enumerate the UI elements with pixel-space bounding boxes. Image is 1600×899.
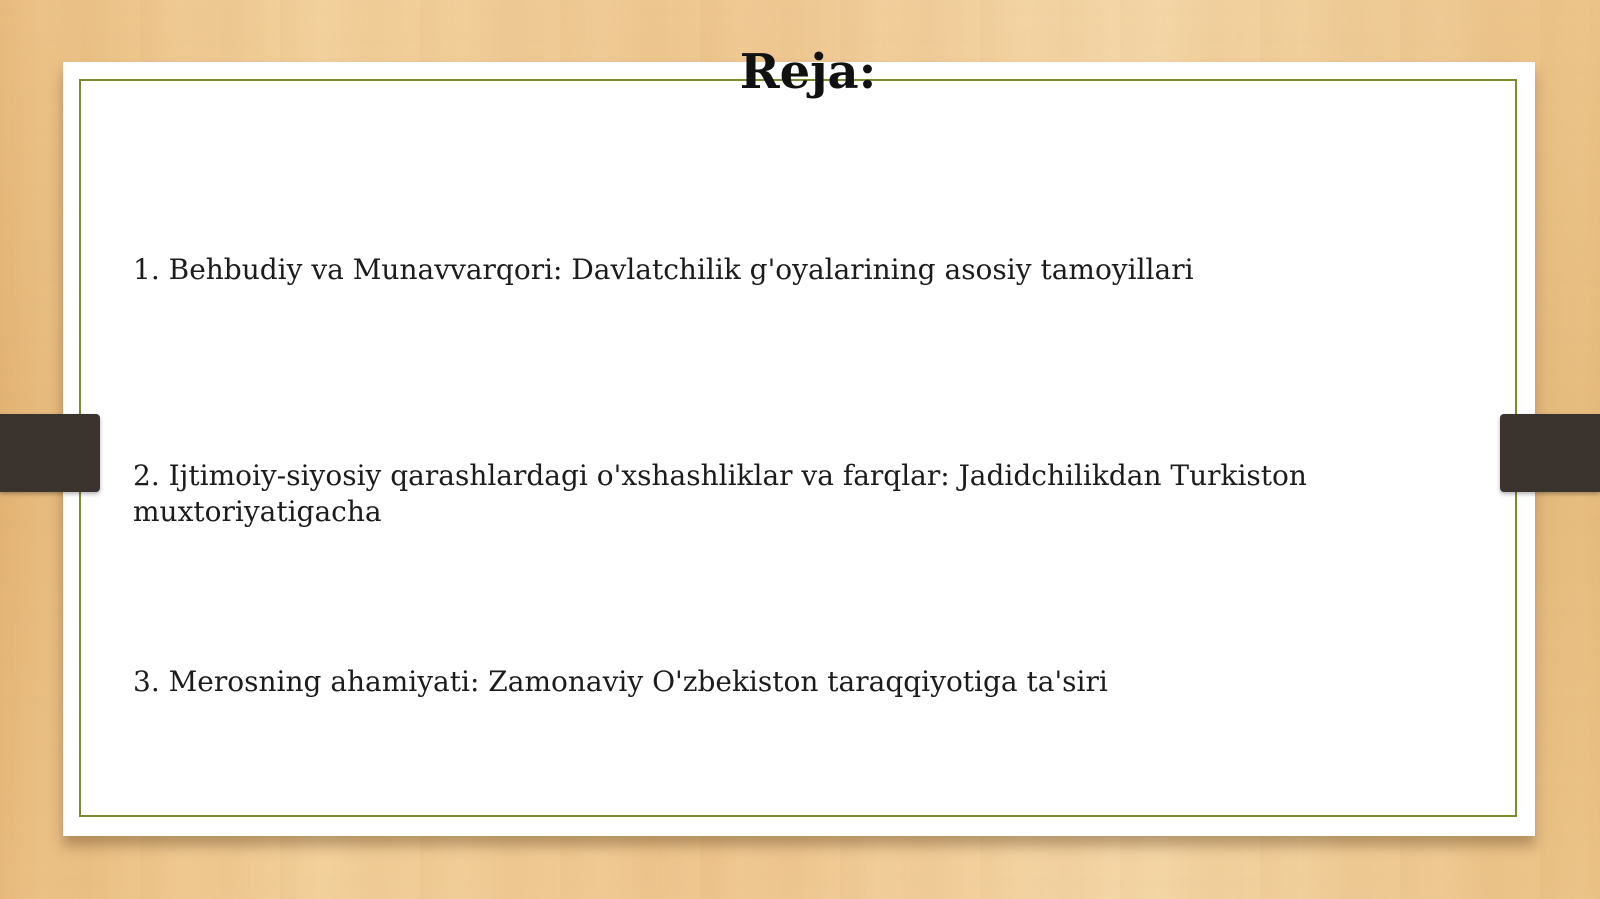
right-binder-clip (1500, 414, 1600, 492)
left-binder-clip (0, 414, 100, 492)
plan-item-2: 2. Ijtimoiy-siyosiy qarashlardagi o'xshashliklar va farqlar: Jadidchilikdan Turkiston muxtoriyatigacha (133, 459, 1307, 528)
plan-item-3: 3. Merosning ahamiyati: Zamonaviy O'zbekiston taraqqiyotiga ta'siri (133, 665, 1108, 698)
plan-item-1: 1. Behbudiy va Munavvarqori: Davlatchilik g'oyalarining asosiy tamoyillari (133, 253, 1194, 286)
slide-frame-border (79, 79, 1517, 817)
slide-title: Reja: (739, 44, 877, 100)
